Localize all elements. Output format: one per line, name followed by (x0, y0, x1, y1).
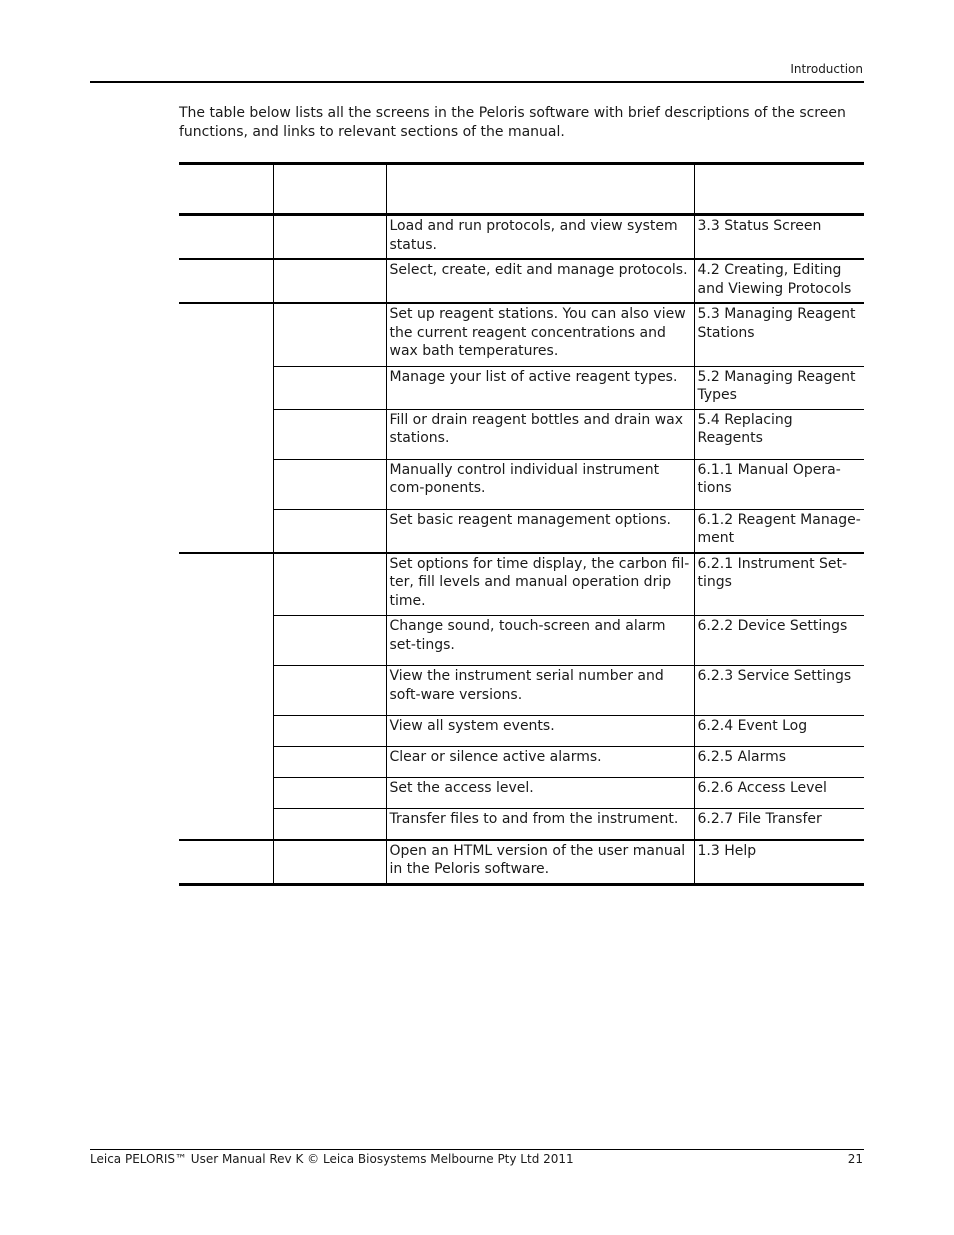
header-cell (179, 164, 273, 215)
screen-cell (273, 409, 386, 459)
header-cell (273, 164, 386, 215)
description-cell: Transfer files to and from the instrument. (386, 809, 694, 840)
link-cell[interactable]: 3.3 Status Screen (694, 215, 864, 260)
description-cell: Load and run protocols, and view system status. (386, 215, 694, 260)
footer-rule (90, 1149, 864, 1150)
description-cell: Set basic reagent management options. (386, 509, 694, 553)
link-cell[interactable]: 6.2.1 Instrument Set-tings (694, 553, 864, 616)
screen-cell (273, 509, 386, 553)
description-cell: Set the access level. (386, 778, 694, 809)
screen-cell (273, 553, 386, 616)
menu-cell (179, 259, 273, 303)
link-cell[interactable]: 6.2.3 Service Settings (694, 666, 864, 716)
table-row (179, 459, 864, 509)
description-cell: Change sound, touch-screen and alarm set-tings. (386, 616, 694, 666)
description-cell: Select, create, edit and manage protocols. (386, 259, 694, 303)
table-row (179, 409, 864, 459)
table-row (179, 259, 864, 303)
screen-cell (273, 303, 386, 366)
screen-cell (273, 616, 386, 666)
description-cell: Manage your list of active reagent types. (386, 366, 694, 409)
header-cell (694, 164, 864, 215)
table-row (179, 666, 864, 716)
link-cell[interactable]: 6.2.6 Access Level (694, 778, 864, 809)
footer-copyright: Leica PELORIS™ User Manual Rev K © Leica Biosystems Melbourne Pty Ltd 2011 (90, 1152, 574, 1166)
screen-cell (273, 459, 386, 509)
table-row (179, 366, 864, 409)
screens-table (179, 162, 864, 886)
link-cell[interactable]: 5.4 Replacing Reagents (694, 409, 864, 459)
description-cell: Open an HTML version of the user manual in the Peloris software. (386, 840, 694, 885)
table-row (179, 747, 864, 778)
intro-paragraph: The table below lists all the screens in the Peloris software with brief descriptions of the screen functions, and links to relevant sections of the manual. (179, 105, 846, 140)
link-cell[interactable]: 6.2.4 Event Log (694, 716, 864, 747)
description-cell: Manually control individual instrument com-ponents. (386, 459, 694, 509)
table-row (179, 840, 864, 885)
link-cell[interactable]: 5.2 Managing Reagent Types (694, 366, 864, 409)
table-row (179, 215, 864, 260)
table-row (179, 616, 864, 666)
table-header-row (179, 164, 864, 215)
screen-cell (273, 840, 386, 885)
menu-cell (179, 303, 273, 553)
header-section-title: Introduction (790, 62, 863, 76)
screen-cell (273, 215, 386, 260)
table-row (179, 716, 864, 747)
description-cell: View all system events. (386, 716, 694, 747)
link-cell[interactable]: 6.1.2 Reagent Manage-ment (694, 509, 864, 553)
link-cell[interactable]: 5.3 Managing Reagent Stations (694, 303, 864, 366)
table-row (179, 778, 864, 809)
menu-cell (179, 215, 273, 260)
header-rule (90, 81, 864, 83)
description-cell: Fill or drain reagent bottles and drain wax stations. (386, 409, 694, 459)
page-number: 21 (847, 1152, 863, 1166)
screen-cell (273, 259, 386, 303)
description-cell: Set up reagent stations. You can also view the current reagent concentrations and wax bath temperatures. (386, 303, 694, 366)
description-cell: Set options for time display, the carbon fil-ter, fill levels and manual operation drip time. (386, 553, 694, 616)
link-cell[interactable]: 6.2.7 File Transfer (694, 809, 864, 840)
screen-cell (273, 666, 386, 716)
table-row (179, 809, 864, 840)
link-cell[interactable]: 6.1.1 Manual Opera-tions (694, 459, 864, 509)
screen-cell (273, 366, 386, 409)
description-cell: Clear or silence active alarms. (386, 747, 694, 778)
link-cell[interactable]: 6.2.5 Alarms (694, 747, 864, 778)
table-row (179, 509, 864, 553)
page-header (0, 62, 954, 74)
link-cell[interactable]: 4.2 Creating, Editing and Viewing Protocols (694, 259, 864, 303)
table-row (179, 553, 864, 616)
header-cell (386, 164, 694, 215)
menu-cell (179, 840, 273, 885)
menu-cell (179, 553, 273, 840)
table-row (179, 303, 864, 366)
screen-cell (273, 747, 386, 778)
link-cell[interactable]: 1.3 Help (694, 840, 864, 885)
screen-cell (273, 716, 386, 747)
screen-cell (273, 809, 386, 840)
description-cell: View the instrument serial number and soft-ware versions. (386, 666, 694, 716)
screen-cell (273, 778, 386, 809)
link-cell[interactable]: 6.2.2 Device Settings (694, 616, 864, 666)
